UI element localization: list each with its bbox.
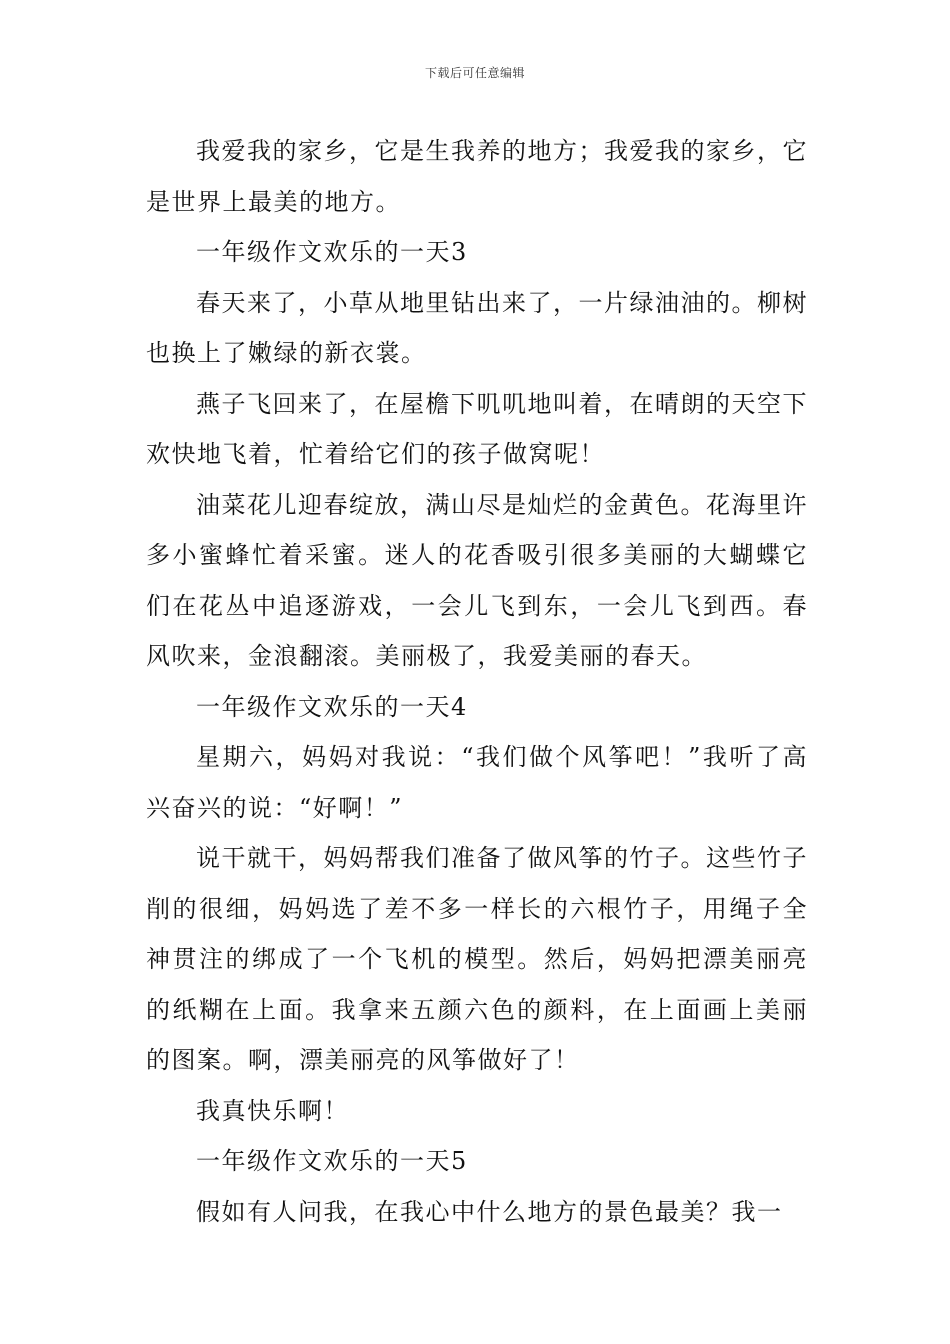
page-header: 下载后可任意编辑 (424, 66, 525, 80)
paragraph: 油菜花儿迎春绽放，满山尽是灿烂的金黄色。花海里许多小蜜蜂忙着采蜜。迷人的花香吸引很多美丽的大蝴蝶它们在花丛中追逐游戏，一会儿飞到东，一会儿飞到西。春风吹来，金浪翻滚。美丽极了，我爱美丽的春天。 (146, 490, 808, 670)
paragraph: 春天来了，小草从地里钻出来了，一片绿油油的。柳树也换上了嫩绿的新衣裳。 (146, 288, 808, 367)
paragraph: 星期六，妈妈对我说：“我们做个风筝吧！”我听了高兴奋兴的说：“好啊！” (146, 743, 808, 822)
section-heading: 一年级作文欢乐的一天3 (196, 238, 468, 266)
paragraph: 假如有人问我，在我心中什么地方的景色最美？我一 (196, 1197, 783, 1226)
document-body (146, 126, 808, 1237)
paragraph: 我爱我的家乡，它是生我养的地方；我爱我的家乡，它是世界上最美的地方。 (146, 137, 808, 216)
paragraph: 说干就干，妈妈帮我们准备了做风筝的竹子。这些竹子削的很细，妈妈选了差不多一样长的六根竹子，用绳子全神贯注的绑成了一个飞机的模型。然后，妈妈把漂美丽亮的纸糊在上面。我拿来五颜六色的颜料，在上面画上美丽的图案。啊，漂美丽亮的风筝做好了！ (146, 844, 808, 1074)
section-heading: 一年级作文欢乐的一天4 (196, 692, 468, 721)
paragraph: 我真快乐啊！ (196, 1096, 349, 1125)
section-heading: 一年级作文欢乐的一天5 (196, 1147, 468, 1175)
paragraph: 燕子飞回来了，在屋檐下叽叽地叫着，在晴朗的天空下欢快地飞着，忙着给它们的孩子做窝呢！ (146, 389, 808, 468)
